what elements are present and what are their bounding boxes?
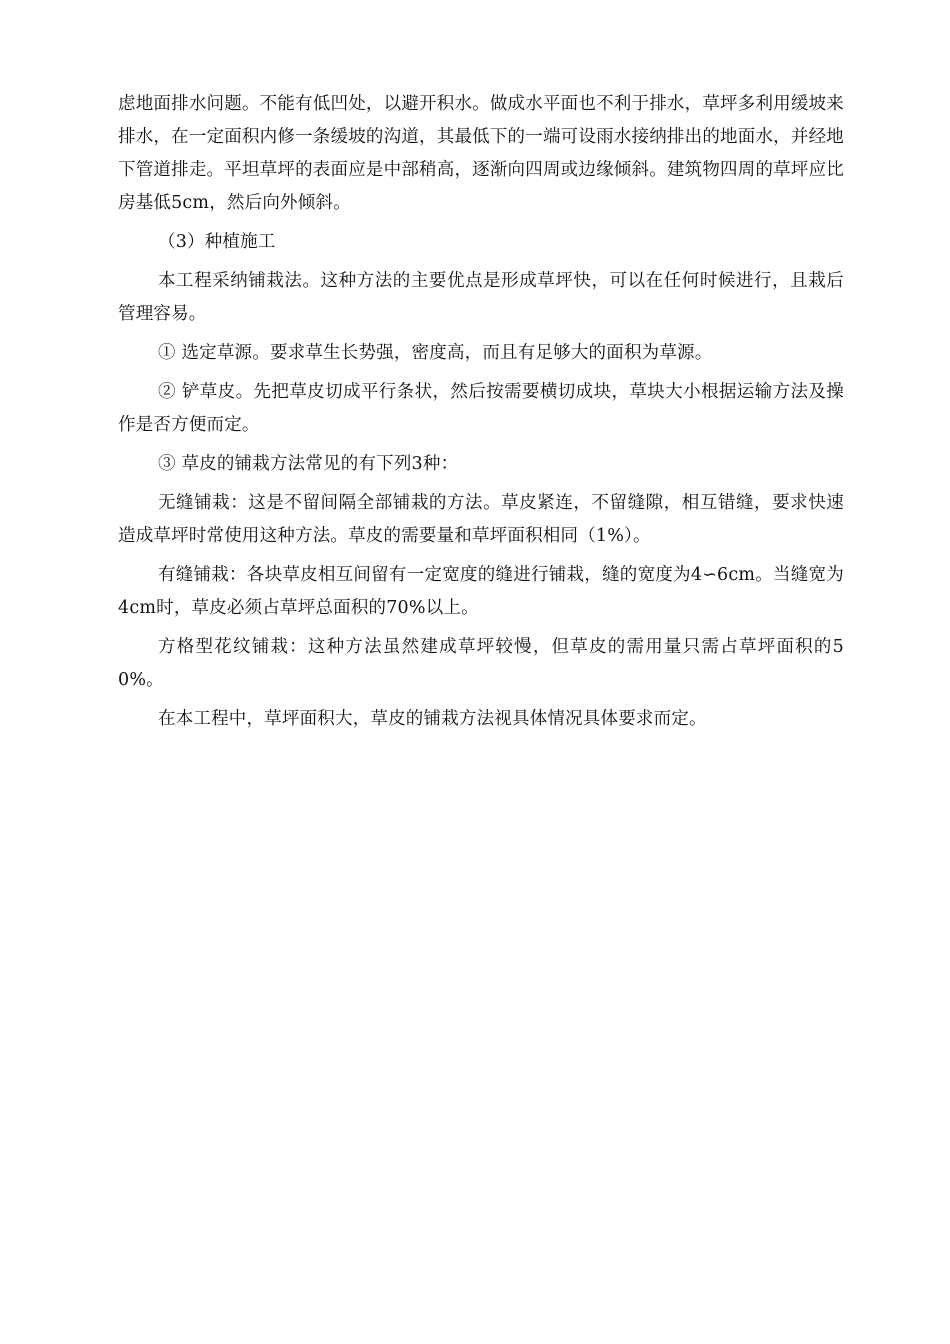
paragraph-step-1: ① 选定草源。要求草生长势强，密度高，而且有足够大的面积为草源。 bbox=[158, 343, 713, 363]
paragraph-conclusion: 在本工程中，草坪面积大，草皮的铺栽方法视具体情况具体要求而定。 bbox=[158, 709, 707, 729]
paragraph-drainage: 虑地面排水问题。不能有低凹处，以避开积水。做成水平面也不利于排水，草坪多利用缓坡来排水，在一定面积内修一条缓坡的沟道，其最低下的一端可设雨水接纳排出的地面水，并经地下管道排走。平坦草坪的表面应是中部稍高，逐渐向四周或边缘倾斜。建筑物四周的草坪应比房基低5cm，然后向外倾斜。 bbox=[118, 94, 844, 213]
section-heading-planting: （3）种植施工 bbox=[158, 232, 276, 252]
document-page bbox=[118, 88, 844, 736]
paragraph-seamed: 有缝铺栽：各块草皮相互间留有一定宽度的缝进行铺栽，缝的宽度为4∽6cm。当缝宽为4cm时，草皮必须占草坪总面积的70%以上。 bbox=[118, 565, 844, 618]
paragraph-grid-pattern: 方格型花纹铺栽：这种方法虽然建成草坪较慢，但草皮的需用量只需占草坪面积的50%。 bbox=[118, 637, 844, 690]
paragraph-method-intro: 本工程采纳铺栽法。这种方法的主要优点是形成草坪快，可以在任何时候进行，且栽后管理容易。 bbox=[118, 271, 844, 324]
paragraph-step-3: ③ 草皮的铺栽方法常见的有下列3种： bbox=[158, 454, 459, 474]
paragraph-seamless: 无缝铺栽：这是不留间隔全部铺栽的方法。草皮紧连，不留缝隙，相互错缝，要求快速造成草坪时常使用这种方法。草皮的需要量和草坪面积相同（1%）。 bbox=[118, 493, 844, 546]
paragraph-step-2: ② 铲草皮。先把草皮切成平行条状，然后按需要横切成块，草块大小根据运输方法及操作是否方便而定。 bbox=[118, 382, 844, 435]
